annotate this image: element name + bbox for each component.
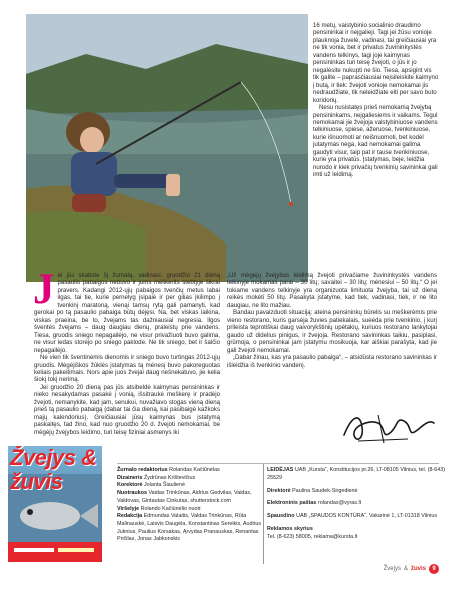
credit-value: Vaidas Trinkūnas, Aidrius Gedvilas, Vaidas, Valdovas, Gintautas Cinkutas, shutterstock.com — [117, 490, 252, 504]
publisher-value: Tel. (8-623) 58005, reklama@kursta.lt — [267, 533, 358, 540]
publisher-block — [267, 467, 447, 482]
publisher-label: Spausdino — [267, 513, 295, 520]
footer-ampersand: & — [403, 566, 408, 572]
credit-row — [117, 513, 267, 544]
article-paragraph: Ne vien tik šventinėmis dienomis ir sniego buvo turtingas 2012-ųjų gruodis. Mėgėjiškos žūklės įstatymas tą mėnesį buvo pakoreguotas keliais pakeitimais. Nors apie juos žvejai daug nešnekatuvo, jie kelia šiokį tokį nerimą. — [34, 354, 220, 384]
article-right-column — [313, 22, 439, 179]
publisher-block — [267, 500, 447, 508]
masthead-divider — [117, 463, 439, 464]
page-footer — [384, 564, 439, 574]
magazine-cover-thumbnail — [8, 446, 102, 562]
article-paragraph: „Dabar žinau, kas yra pasaulio pabaiga“, – atsidūsta restorano savininkas ir išleidžia iš tvenkinio vandenį. — [227, 354, 437, 369]
credit-value: Rolandas Kačiūnėlas — [169, 467, 220, 473]
article-paragraph: Jei gruodžio 20 dieną pas jūs atsibeldė kaimynas pensininkas ir nieko nesakydamas pasakė į vonią, išsitraukė meškerę ir pradėjo žvejoti, nemanykite, kad jam, senukui, nuvažiavo stogas vieną dieną prieš tą pasaulio pabaigą (dabar tai čia dieną, kai pasibaigė kažkoks majų kalendorius). Greičiausiai jūsų kaimynas bus įstatymą paskaitęs, tad žino, kad nuo gruodžio 20 d. žvejoti nemokamai, be mėgėjų žvejybos leidimo, turi teisę fiziniai asmenys iki — [34, 383, 220, 436]
publisher-value: UAB „Kursta“, Konstitucijos pr.26, LT-08105 Vilnius, tel. (8-643) 25529 — [267, 467, 446, 481]
credit-value: Rolando Kačiūnėlio nuotr. — [140, 505, 203, 512]
article-paragraph: Nesu nusistatęs prieš nemokamą žvejybą pensininkams, neįgaliesiems ir vaikams. Tegul nemokamai jie žvejoja valstybiniuose vandens telkiniuose, spiese, ažeruose, tvenkiniuose, kurie išnuomoti ar neišnuomoti, bet kodėl jutatymas nėga, kad nemokamai galima gaudyti visur, taip pat ir tause tvenkiniuose, kurie yra privatūs. Įstatymas, beje, leidžia nurodo ir kiek privačių tvenkinių savininkai gali imti už leidimą. — [313, 104, 438, 179]
photo-illustration — [26, 14, 308, 282]
publisher-block — [267, 513, 447, 521]
article-paragraph: 16 metų, vaistybinio socialinio draudimo pensininkai ir neįgalieji. Tagi jei žūsu vonioje plauknoja žuvelė, vadinasi, tai greičiausiai yra ne tik vonia, bet ir privatus žuvininkystės vandens telkinys, tagi joje kaimynas pensininkas turi teisę žvejoti, o jūs ir jo negalėsite nukupti ne šio. Tiesa, apsigint vis tik galite – paprasčiausiai neįsileiskite kaimyno į butą, ir tiek: žvejoti vonioje nemokamai jis nedraudžiate, tik neleidžiate eiti per savo buto koridorių. — [313, 22, 439, 104]
masthead-publisher — [267, 467, 447, 547]
credit-label: Redakcija — [117, 513, 143, 520]
publisher-value: UAB „SPAUDOS KONTŪRA“, Vakarinė 1, LT-01318 Vilnius — [296, 513, 438, 520]
publisher-label: LEIDĖJAS — [267, 467, 294, 473]
article-photo-fisherman-boy — [26, 14, 308, 282]
masthead-credits — [117, 467, 267, 544]
page-number-badge: 9 — [429, 564, 439, 574]
credit-row — [117, 490, 267, 505]
publisher-value: Paulina Saudek-Sirgedienė — [292, 487, 358, 494]
credit-row — [117, 467, 267, 475]
credit-label: Viršelyje — [117, 505, 140, 512]
publisher-label: Direktorė — [267, 487, 291, 494]
magazine-title: Žvejys & žuvis — [10, 446, 97, 494]
article-left-column — [33, 266, 220, 436]
drop-cap: J — [33, 266, 55, 313]
credit-label: Dizaineris — [117, 474, 143, 481]
credit-row — [117, 482, 267, 490]
author-signature — [338, 405, 438, 450]
article-paragraph: „Už mėgėjų žvejybos leidimą žvejoti privačiame žuvininkystės vandens telkinyje mokamas parai – 30 litų; savaitei – 30 litų; mėnesiui – 50 litų.“ O jei tokiame vandens telkinyje yra organizuota limituota žvejyba, tai už dieną reikės mokėti 50 litų. Pasakyta įstatyme, kad tiek, vadinasi, tiek, ir ne lito daugiau, ne lito mažiau. — [227, 272, 437, 309]
publisher-label: Elektroninis paštas — [267, 500, 317, 507]
credit-value: Jolanta Šiaulienė — [143, 482, 186, 489]
publisher-block — [267, 488, 447, 496]
article-middle-column — [227, 272, 437, 369]
credit-label: Žurnalo redaktorius — [117, 467, 168, 473]
publisher-email[interactable]: rolandas@vyras.lt — [317, 500, 362, 507]
article-paragraph: Bandau pavaizduoti situaciją: ateina pensininkų būrelis su meškerėmis prie vieno restorano, kuris garsėja žuvies patiekalais, suėėda prie tvenkinio, į kurį prileista teprotiškai daug vaivorykštinių upėtakių, kuriuos restorano lankytojai gaudo už didelius pinigus, ir žvejoja. Restorano savininkas taikiu, pasiplasi, grūmoja, o pensininkai jam įstatymu mosikuoja, kar aiškiai parašyta, kad jie gali žvejoti nemokamai. — [227, 309, 437, 354]
credit-value: Žydrūnas Krištevičius — [143, 474, 196, 481]
credit-label: Korektorė — [117, 482, 143, 489]
publisher-block — [267, 526, 447, 541]
footer-brand: žuvis — [410, 566, 426, 572]
article-paragraph: ei jūs skaitote šį žurnalą, vadinasi, gruodžio 21 dieną pasaulio pabaigos nebuvo ir jums mėlikerits stebtyje šikrai pravers. Kadangi 2012-ųjų pabaigos tvenčių metus labai ilgas, tai tie, kurie pernelyg įsipaiė ir per gilias įkilimpo į tvenkinį maratoną, vienąi tamsų rytą gali pamanyti, kad gerokai po tą pasaulio pabaiga būtų dėjęsi. Na, bet viskas laikina, viskas praeina, be to, žvejams tas dažniausiai negresia. Ilgos šventės žvejams – daug daugiau dienų, praleistų prie vandens. Tiesa, gruodis sniego nepagailėjo, ne visur privažiuoti buvo galima, ne visur ledas storėjo po sniego paklode. Ne tik sniego, bet ir šalčio nepagailėjo. — [34, 272, 220, 354]
publisher-label: Reklamos skyrius — [267, 526, 313, 533]
credit-label: Nuotraukos — [117, 490, 147, 497]
credit-value: Edmundas Valaitis, Valdas Trinkūnas, Rūta Malinauskė, Laisvis Daugėla, Konstantinas Sereikis, Audrius Juknius, Paulius Korsakas, Ąrvydas Pranauskas, Renantas Pričilas, Jonas Jabkonskis — [117, 513, 262, 543]
credit-row — [117, 506, 267, 514]
footer-issue-prefix: Žvejys — [383, 566, 401, 572]
